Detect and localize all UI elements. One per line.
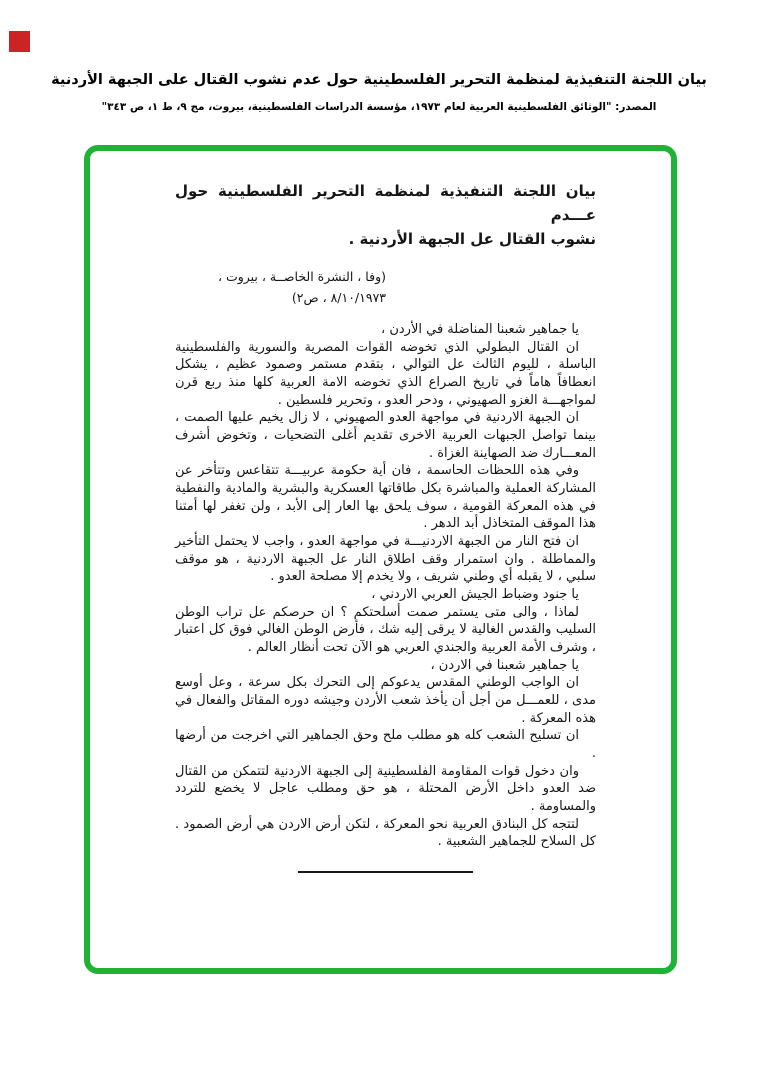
document-paragraph: يا جماهير شعبنا المناضلة في الأردن ،	[381, 322, 579, 337]
document-content	[90, 151, 671, 873]
document-paragraph: لماذا ، والى متى يستمر صمت أسلحتكم ؟ ان حرصكم عل تراب الوطن السليب والقدس الغالية لا يرقى إليه شك ، فأرض الوطن الغالي فوق كل اعتبار ، وشرف الأمة العربية والجندي العربي هو الآن تحت أنظار العالم .	[175, 604, 596, 656]
document-heading-line-2: نشوب القتال عل الجبهة الأردنية .	[348, 230, 596, 248]
citation-line-1: (وفا ، النشرة الخاصــة ، بيروت ،	[217, 269, 386, 284]
red-square-marker	[9, 31, 30, 52]
citation-block	[175, 266, 386, 308]
page-title: بيان اللجنة التنفيذية لمنظمة التحرير الفلسطينية حول عدم نشوب القتال على الجبهة الأردنية	[51, 72, 707, 88]
end-divider-rule	[298, 871, 473, 873]
source-caption: المصدر: "الوثائق الفلسطينية العربية لعام ١٩٧٣، مؤسسة الدراسات الفلسطينية، بيروت، مج ٩، ط ١، ص ٣٤٣"	[101, 101, 657, 113]
document-paragraphs	[175, 321, 596, 851]
document-paragraph: وان دخول قوات المقاومة الفلسطينية إلى الجبهة الاردنية لتتمكن من القتال ضد العدو داخل الأرض المحتلة ، هو حق ومطلب عاجل لا يخضع للتردد والمساومة .	[175, 763, 596, 815]
document-heading-line-1: بيان اللجنة التنفيذية لمنظمة التحرير الفلسطينية حول عـــدم	[175, 182, 596, 224]
document-paragraph: ان الجبهة الاردنية في مواجهة العدو الصهيوني ، لا زال يخيم عليها الصمت ، بينما تواصل الجبهات العربية الاخرى تقديم أغلى التضحيات ، وتخوض أشرف المعـــارك ضد الصهاينة الغزاة .	[175, 410, 596, 461]
document-paragraph: يا جنود وضباط الجيش العربي الاردني ،	[371, 587, 579, 603]
document-heading	[175, 179, 596, 251]
document-paragraph: ان القتال البطولي الذي تخوضه القوات المصرية والسورية والفلسطينية الباسلة ، لليوم الثالث عل التوالي ، بتقدم مستمر وصمود عظيم ، يشكل انعطافاً هاماً في تاريخ الصراع الذي تخوضه الامة العربية كلها منذ ربع قرن لمواجهـــة الغزو الصهيوني ، ودحر العدو ، وتحرير فلسطين .	[175, 339, 596, 408]
document-frame	[84, 145, 677, 974]
citation-line-2: ٨/١٠/١٩٧٣ ، ص٢)	[291, 290, 386, 305]
document-paragraph: ان فتح النار من الجبهة الاردنيـــة في مواجهة العدو ، واجب لا يحتمل التأخير والمماطلة . وان استمرار وقف اطلاق النار عل الجبهة الاردنية ، هو موقف سلبي ، لا يقبله أي وطني شريف ، ولا يخدم إلا مصلحة العدو .	[175, 534, 596, 585]
document-paragraph: وفي هذه اللحظات الحاسمة ، فان أية حكومة عربيـــة تتقاعس وتتأخر عن المشاركة العملية والمباشرة بكل طاقاتها العسكرية والبشرية والمادية والنفطية في هذه المعركة القومية ، سوف يلحق بها العار إلى الأبد ، ولن تغفر لها أمتنا هذا الموقف المتخاذل أبد الدهر .	[175, 463, 596, 532]
document-paragraph: يا جماهير شعبنا في الاردن ،	[430, 657, 579, 673]
document-paragraph: ان تسليح الشعب كله هو مطلب ملح وحق الجماهير التي اخرجت من أرضها .	[175, 728, 596, 762]
document-paragraph: لتتجه كل البنادق العربية نحو المعركة ، لتكن أرض الاردن هي أرض الصمود . كل السلاح للجماهير الشعبية .	[175, 816, 596, 850]
document-paragraph: ان الواجب الوطني المقدس يدعوكم إلى التحرك بكل سرعة ، وعل أوسع مدى ، للعمـــل من أجل أن يأخذ شعب الأردن وجيشه دوره المقاتل والفعال في هذه المعركة .	[175, 675, 596, 726]
